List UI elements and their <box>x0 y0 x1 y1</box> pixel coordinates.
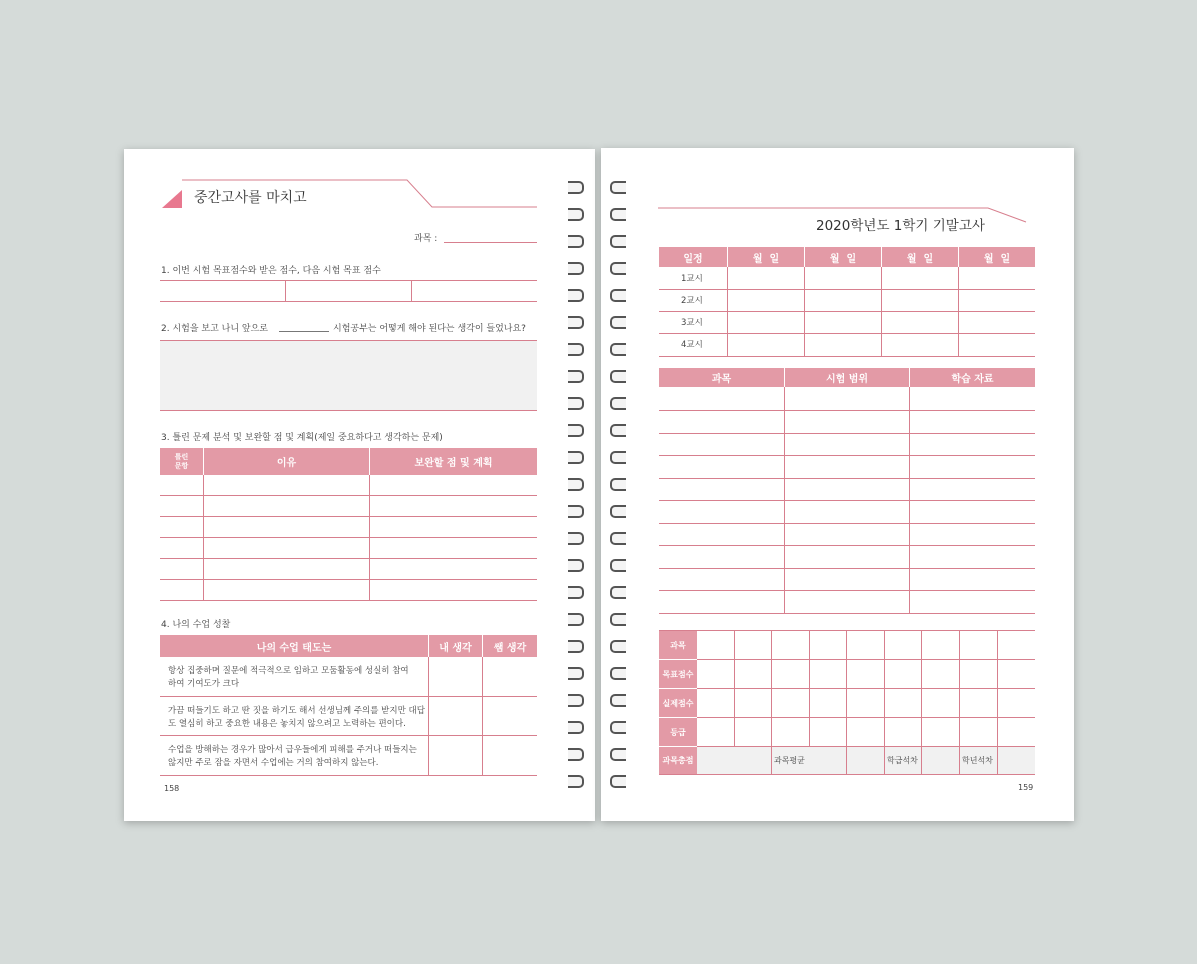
spiral-binding <box>566 175 632 795</box>
subject-field[interactable] <box>444 242 537 243</box>
q4-row-2-a: 가끔 떠들기도 하고 딴 짓을 하기도 해서 선생님께 주의를 받지만 대답 <box>168 706 425 716</box>
right-page <box>601 148 1074 821</box>
q4-row-1-a: 항상 집중하며 질문에 적극적으로 임하고 모둠활동에 성실히 참여 <box>168 666 409 676</box>
range-header-subject: 과목 <box>711 374 732 385</box>
range-header-scope: 시험 범위 <box>825 374 869 385</box>
grade-rank-label: 학년석차 <box>962 756 993 765</box>
q4-my-check-3[interactable] <box>429 736 481 774</box>
page-number-right: 159 <box>1018 783 1034 792</box>
q4-header-attitude: 나의 수업 태도는 <box>256 642 332 654</box>
q4-row-3-b: 않지만 주로 잠을 자면서 수업에는 거의 참여하지 않는다. <box>168 758 379 768</box>
score-field-1[interactable] <box>161 281 284 301</box>
title-triangle-icon <box>162 190 182 208</box>
exam-title: 2020학년도 1학기 기말고사 <box>816 218 985 234</box>
subject-label: 과목 : <box>414 234 438 244</box>
q2-answer-box[interactable] <box>160 341 537 410</box>
page-title: 중간고사를 마치고 <box>194 190 307 206</box>
score-row-actual: 실제점수 <box>662 698 694 708</box>
schedule-date-1: 월 일 <box>752 253 780 265</box>
q4-my-check-1[interactable] <box>429 658 481 695</box>
period-1: 1교시 <box>681 274 703 284</box>
score-row-subject: 과목 <box>670 640 686 650</box>
q2-blank[interactable] <box>279 331 329 332</box>
class-rank-label: 학급석차 <box>887 756 918 765</box>
left-page <box>124 149 595 821</box>
q3-table-body[interactable] <box>160 476 537 600</box>
q4-my-check-2[interactable] <box>429 697 481 734</box>
range-header-material: 학습 자료 <box>951 374 994 385</box>
q4-header-my-thought: 내 생각 <box>439 642 472 654</box>
schedule-header-label: 일정 <box>683 253 703 265</box>
question-1: 1. 이번 시험 목표점수와 받은 점수, 다음 시험 목표 점수 <box>161 266 381 276</box>
score-row-total: 과목총점 <box>662 756 694 765</box>
q3-header-reason: 이유 <box>276 458 297 469</box>
question-3: 3. 틀린 문제 분석 및 보완할 점 및 계획(제일 중요하다고 생각하는 문제) <box>161 433 443 443</box>
schedule-date-2: 월 일 <box>829 253 857 265</box>
range-body[interactable] <box>659 388 1035 613</box>
score-field-2[interactable] <box>286 281 410 301</box>
page-number-left: 158 <box>164 784 180 793</box>
score-field-3[interactable] <box>412 281 537 301</box>
question-4: 4. 나의 수업 성찰 <box>161 620 231 630</box>
score-row-target: 목표점수 <box>662 669 694 679</box>
q3-header-plan: 보완할 점 및 계획 <box>414 458 493 469</box>
subject-average-label: 과목평균 <box>774 756 805 765</box>
score-row-grade: 등급 <box>670 727 686 737</box>
q4-row-2-b: 도 열심히 하고 중요한 내용은 놓치지 않으려고 노력하는 편이다. <box>168 719 406 729</box>
schedule-date-4: 월 일 <box>983 253 1011 265</box>
q4-row-1-b: 하여 기여도가 크다 <box>168 679 240 689</box>
q4-row-3-a: 수업을 방해하는 경우가 많아서 급우들에게 피해를 주거나 떠들지는 <box>168 745 417 755</box>
q3-header-wrong: 틀린 문항 <box>174 452 189 470</box>
question-2-b: 시험공부는 어떻게 해야 된다는 생각이 들었나요? <box>333 324 526 334</box>
score-body[interactable] <box>698 632 1035 745</box>
q4-header-teacher-thought: 쌤 생각 <box>493 642 527 654</box>
question-2-a: 2. 시험을 보고 나니 앞으로 <box>161 324 268 334</box>
schedule-body[interactable] <box>728 268 1035 356</box>
schedule-date-3: 월 일 <box>906 253 934 265</box>
period-2: 2교시 <box>681 296 703 306</box>
period-3: 3교시 <box>681 318 703 328</box>
period-4: 4교시 <box>681 340 703 350</box>
